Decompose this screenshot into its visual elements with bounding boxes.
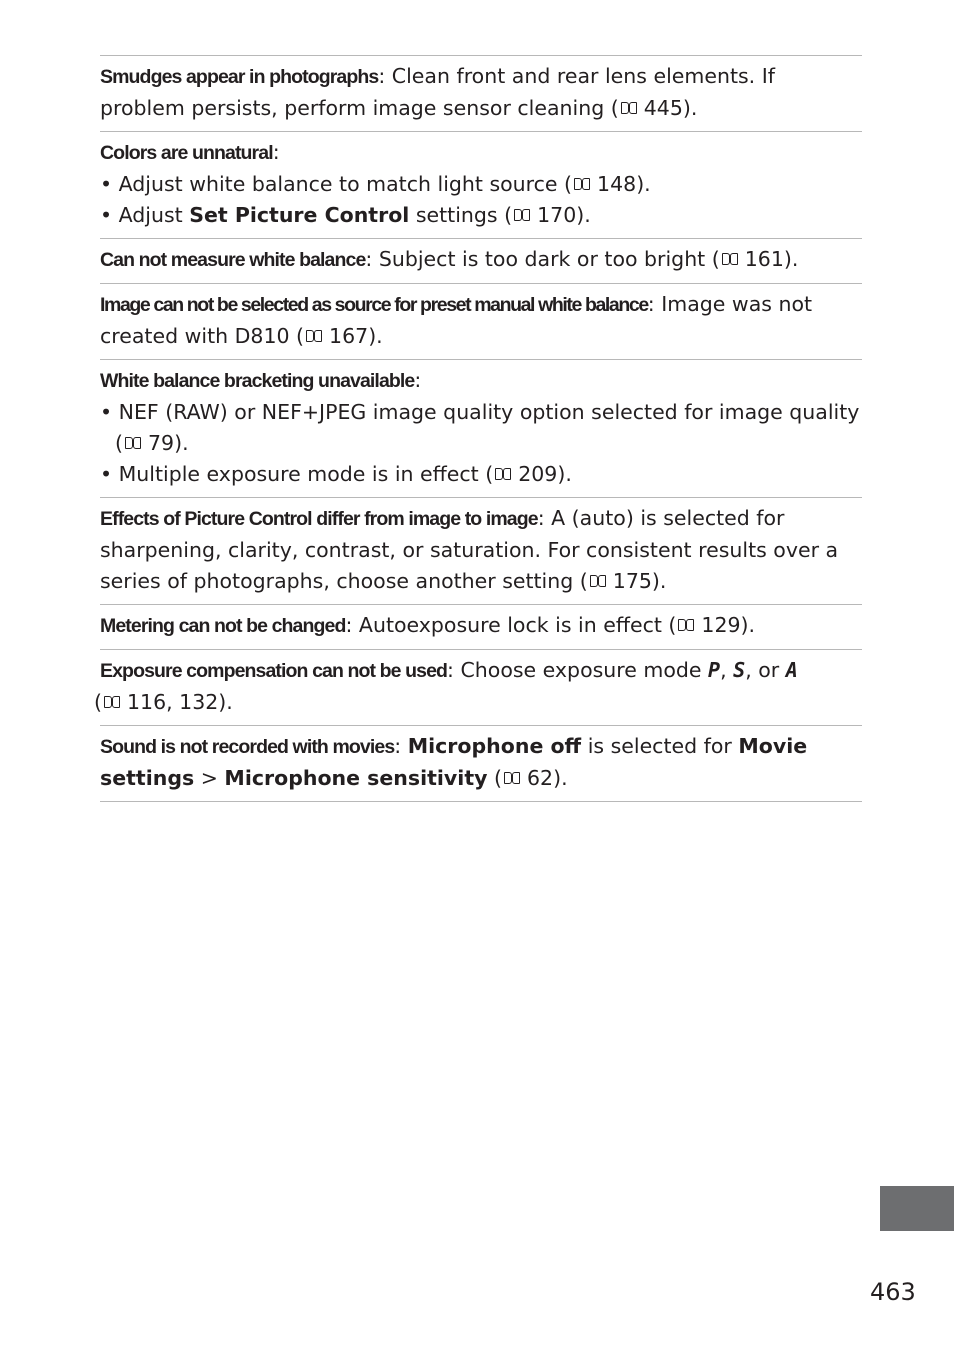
page-ref: 167 [329,324,369,348]
entry-sound-movies: Sound is not recorded with movies: Microphone off is selected for Movie settings > Microphone sensitivity ( 62). [100,726,862,802]
bullet-item: • Multiple exposure mode is in effect ( 209). [100,462,572,486]
page-ref: 175 [612,569,652,593]
entry-metering: Metering can not be changed: Autoexposure lock is in effect ( 129). [100,605,862,650]
page-ref: 209 [518,462,558,486]
section-thumb-tab [880,1186,954,1231]
entry-heading: Sound is not recorded with movies [100,736,395,758]
troubleshooting-list [94,55,862,802]
entry-preset-source: Image can not be selected as source for preset manual white balance: Image was not created with D810 ( 167). [100,284,862,360]
entry-exposure-compensation: Exposure compensation can not be used: Choose exposure mode P, S, or A ( 116, 132). [100,650,862,726]
page-reference-icon [304,329,326,344]
page-ref: 62 [527,766,554,790]
entry-heading: Metering can not be changed [100,615,346,637]
page-reference-icon [123,436,145,451]
entry-heading: Smudges appear in photographs [100,66,379,88]
page-reference-icon [619,101,641,116]
page-reference-icon [588,574,610,589]
page-reference-icon [512,208,534,223]
entry-picture-control-effects: Effects of Picture Control differ from image to image: A (auto) is selected for sharpening, clarity, contrast, or saturation. For consistent results over a series of photographs, choose another setting ( 175). [100,498,862,605]
page-ref: 170 [537,203,577,227]
page-reference-icon [572,177,594,192]
page-number: 463 [870,1278,916,1306]
entry-colors: Colors are unnatural: • Adjust white balance to match light source ( 148). • Adjust Set Picture Control settings ( 170). [100,132,862,239]
entry-heading: White balance bracketing unavailable [100,370,415,392]
bullet-item: • Adjust Set Picture Control settings ( 170). [100,203,591,227]
page-ref: 79 [148,431,175,455]
entry-white-balance-measure: Can not measure white balance: Subject is too dark or too bright ( 161). [100,239,862,284]
entry-heading: Image can not be selected as source for preset manual white balance [100,294,648,316]
page-reference-icon [676,618,698,633]
page-reference-icon [102,695,124,710]
mode-p-label: P [708,658,721,682]
page-ref: 148 [597,172,637,196]
entry-wb-bracketing: White balance bracketing unavailable: • NEF (RAW) or NEF+JPEG image quality option selected for image quality ( 79). • Multiple exposure mode is in effect ( 209). [100,360,862,498]
page-ref: 161 [744,247,784,271]
bullet-item: • Adjust white balance to match light source ( 148). [100,172,651,196]
entry-heading: Exposure compensation can not be used [100,660,448,682]
page-reference-icon [502,771,524,786]
page-ref: 445 [643,96,683,120]
mode-s-label: S [733,658,746,682]
page-reference-icon [720,252,742,267]
entry-heading: Effects of Picture Control differ from image to image [100,508,538,530]
mode-a-label: A [785,658,798,682]
bullet-item: • NEF (RAW) or NEF+JPEG image quality option selected for image quality ( 79). [100,400,860,455]
entry-heading: Can not measure white balance [100,249,366,271]
entry-smudges: Smudges appear in photographs: Clean front and rear lens elements. If problem persists, perform image sensor cleaning ( 445). [100,56,862,132]
page-reference-icon [493,467,515,482]
page-ref: 129 [701,613,741,637]
page-ref: 116, 132 [127,690,219,714]
entry-heading: Colors are unnatural [100,142,273,164]
